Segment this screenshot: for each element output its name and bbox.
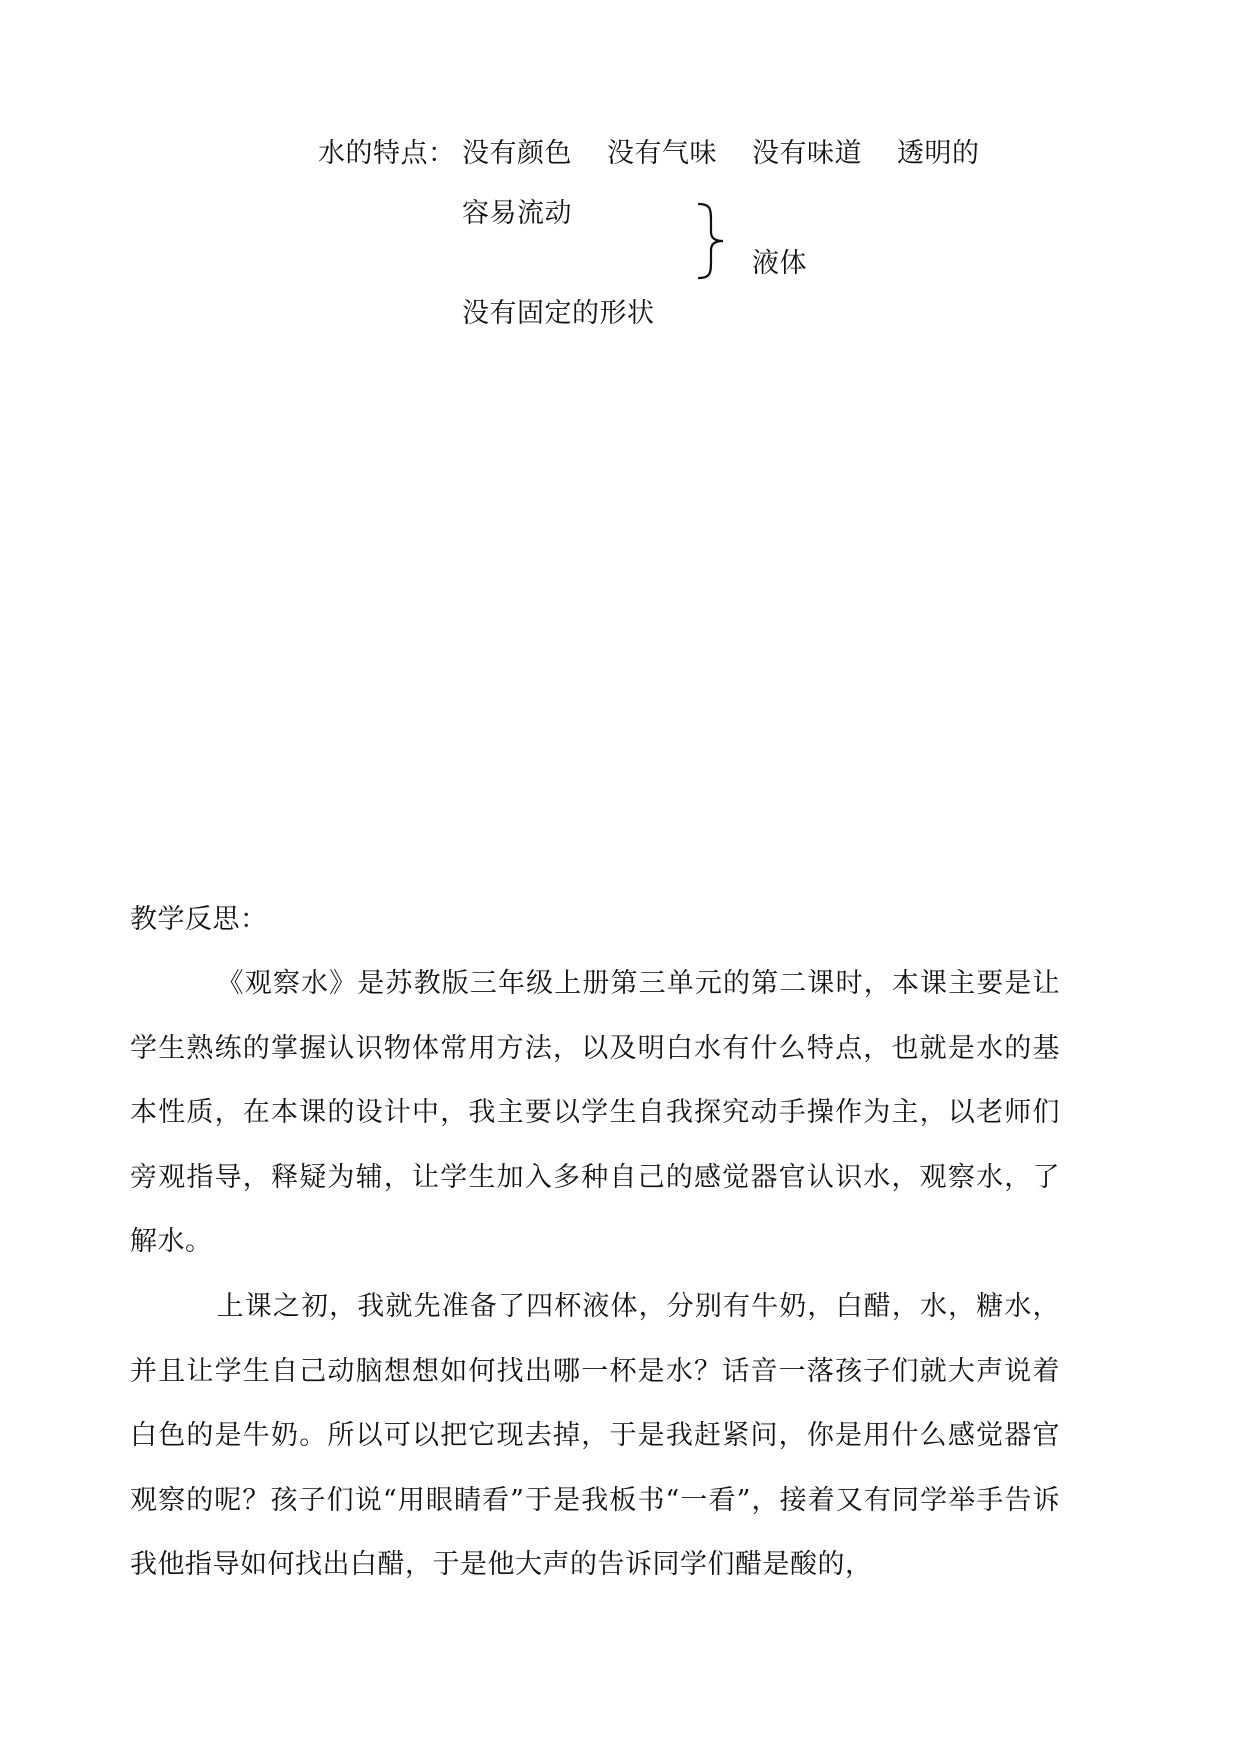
water-features-heading: 水的特点：	[318, 138, 456, 169]
property-flows-easily: 容易流动	[462, 198, 572, 229]
paragraph-2-text: 上课之初，我就先准备了四杯液体，分别有牛奶，白醋，水，糖水，并且让学生自己动脑想想如何找出哪一杯是水？话音一落孩子们就大声说着白色的是牛奶。所以可以把它现去掉，于是我赶紧问，你是用什么感觉器官观察的呢？孩子们说“用眼睛看”于是我板书“一看”，接着又有同学举手告诉我他指导如何找出白醋，于是他大声的告诉同学们醋是酸的，	[130, 1291, 1060, 1580]
paragraph-1-text: 《观察水》是苏教版三年级上册第三单元的第二课时，本课主要是让学生熟练的掌握认识物体常用方法，以及明白水有什么特点，也就是水的基本性质，在本课的设计中，我主要以学生自我探究动手操作为主，以老师们旁观指导，释疑为辅，让学生加入多种自己的感觉器官认识水，观察水，了解水。	[130, 968, 1060, 1257]
property-transparent: 透明的	[897, 138, 980, 169]
liquid-label: 液体	[752, 248, 807, 279]
reflection-paragraph-1	[130, 952, 1060, 1275]
property-no-smell: 没有气味	[607, 138, 717, 169]
reflection-heading: 教学反思：	[130, 904, 268, 935]
right-brace-icon	[695, 202, 735, 280]
reflection-paragraph-2	[130, 1275, 1060, 1598]
property-no-color: 没有颜色	[462, 138, 572, 169]
property-no-taste: 没有味道	[752, 138, 862, 169]
property-no-fixed-shape: 没有固定的形状	[462, 298, 655, 329]
